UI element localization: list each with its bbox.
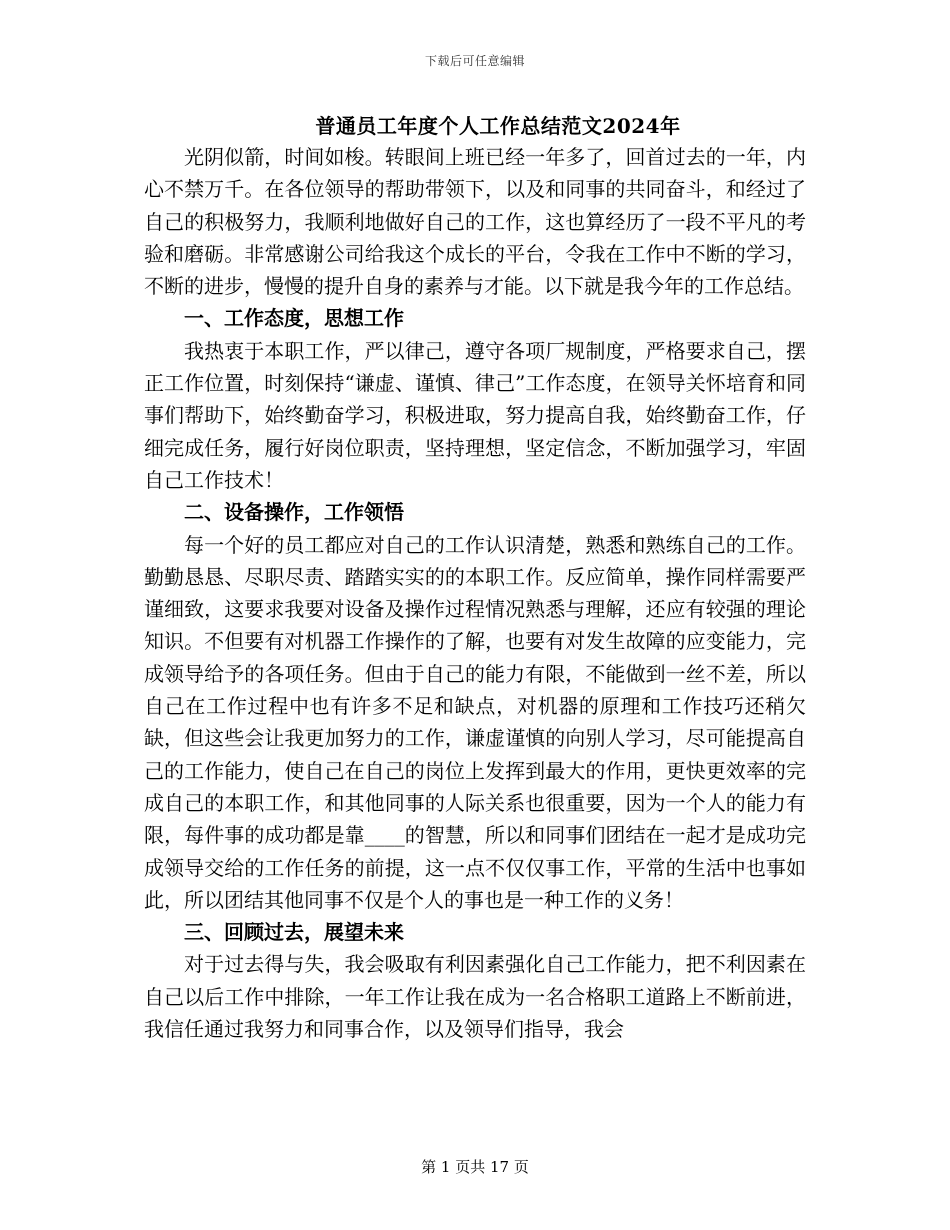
section-heading-review: 三、回顾过去，展望未来 [184, 920, 404, 945]
document-body [144, 141, 806, 1045]
section-body-equipment: 每一个好的员工都应对自己的工作认识清楚，熟悉和熟练自己的工作。勤勤恳恳、尽职尽责、踏踏实实的的本职工作。反应简单，操作同样需要严谨细致，这要求我要对设备及操作过程情况熟悉与理解，还应有较强的理论知识。不但要有对机器工作操作的了解，也要有对发生故障的应变能力，完成领导给予的各项任务。但由于自己的能力有限，不能做到一丝不差，所以自己在工作过程中也有许多不足和缺点，对机器的原理和工作技巧还稍欠缺，但这些会让我更加努力的工作，谦虚谨慎的向别人学习，尽可能提高自己的工作能力，使自己在自己的岗位上发挥到最大的作用，更快更效率的完成自己的本职工作，和其他同事的人际关系也很重要，因为一个人的能力有限，每件事的成功都是靠____的智慧，所以和同事们团结在一起才是成功完成领导交给的工作任务的前提，这一点不仅仅事工作，平常的生活中也事如此，所以团结其他同事不仅是个人的事也是一种工作的义务！ [144, 532, 806, 912]
section-heading-attitude: 一、工作态度，思想工作 [184, 306, 404, 331]
page-header-note: 下载后可任意编辑 [424, 54, 525, 68]
section-heading-equipment: 二、设备操作，工作领悟 [184, 500, 404, 525]
section-body-review: 对于过去得与失，我会吸取有利因素强化自己工作能力，把不利因素在自己以后工作中排除，一年工作让我在成为一名合格职工道路上不断前进，我信任通过我努力和同事合作，以及领导们指导，我会 [144, 952, 806, 1042]
page-number: 第 1 页共 17 页 [421, 1158, 529, 1176]
document-title: 普通员工年度个人工作总结范文2024年 [315, 114, 681, 138]
intro-paragraph: 光阴似箭，时间如梭。转眼间上班已经一年多了，回首过去的一年，内心不禁万千。在各位领导的帮助带领下，以及和同事的共同奋斗，和经过了自己的积极努力，我顺利地做好自己的工作，这也算经历了一段不平凡的考验和磨砺。非常感谢公司给我这个成长的平台，令我在工作中不断的学习，不断的进步，慢慢的提升自身的素养与才能。以下就是我今年的工作总结。 [144, 145, 806, 299]
section-body-attitude: 我热衷于本职工作，严以律己，遵守各项厂规制度，严格要求自己，摆正工作位置，时刻保持“谦虚、谨慎、律己”工作态度，在领导关怀培育和同事们帮助下，始终勤奋学习，积极进取，努力提高自我，始终勤奋工作，仔细完成任务，履行好岗位职责，坚持理想，坚定信念，不断加强学习，牢固自己工作技术！ [144, 338, 806, 492]
